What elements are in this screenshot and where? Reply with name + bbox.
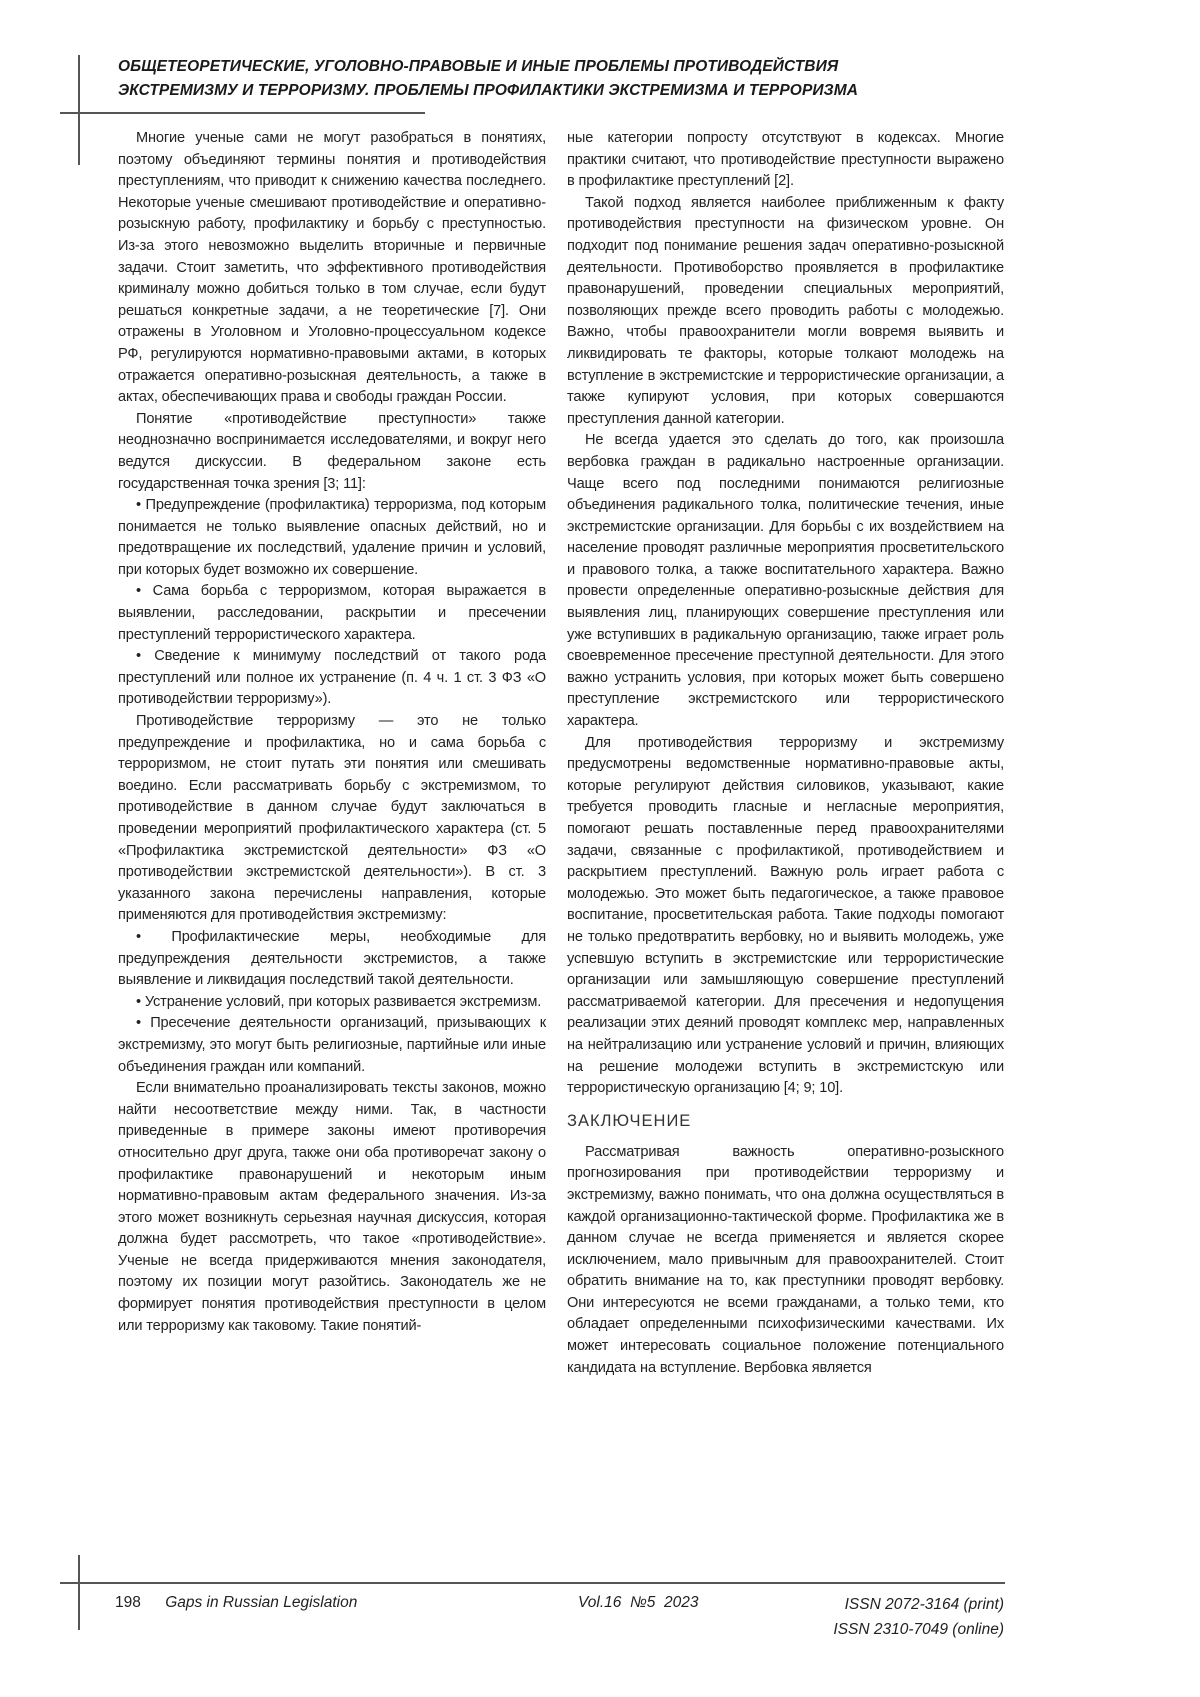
paragraph: Многие ученые сами не могут разобраться в понятиях, поэтому объединяют термины понятия и противодействия преступлениям, что приводит к снижению качества последнего. Некоторые ученые смешивают противодействие и оперативно-розыскную работу, профилактику и борьбу с преступностью. Из-за этого невозможно выделить вторичные и первичные задачи. Стоит заметить, что эффективного противодействия криминалу можно добиться только в том случае, если будут решаться конкретные задачи, а не теоретические [7]. Они отражены в Уголовном и Уголовно-процессуальном кодексе РФ, регулируются нормативно-правовыми актами, в которых отражается оперативно-розыскная деятельность, а также в актах, обеспечивающих права и свободы граждан России.: [118, 128, 546, 409]
bullet-item: • Предупреждение (профилактика) терроризма, под которым понимается не только выявление опасных действий, но и предотвращение их последствий, удаление причин и условий, при которых будет возможно их совершение.: [118, 495, 546, 581]
bullet-item: • Пресечение деятельности организаций, призывающих к экстремизму, это могут быть религиозные, партийные или иные объединения граждан или компаний.: [118, 1013, 546, 1078]
text-column-left: [118, 128, 546, 1337]
paragraph: Не всегда удается это сделать до того, как произошла вербовка граждан в радикально настроенные организации. Чаще всего под последними понимаются религиозные объединения радикального толка, политические течения, иные экстремистские организации. Для борьбы с их воздействием на население проводят различные мероприятия просветительского и правового толка, а также воспитательного характера. Важно провести определенные оперативно-розыскные действия для выявления лиц, планирующих совершение преступления или уже вступивших в радикальную организацию, также играет роль своевременное пресечение преступной деятельности. Для этого важно устранить условия, при которых может быть совершено преступление экстремистского или террористического характера.: [567, 430, 1004, 732]
issn-print: ISSN 2072-3164 (print): [833, 1592, 1004, 1617]
section-heading-conclusion: ЗАКЛЮЧЕНИЕ: [567, 1110, 1004, 1132]
header-vertical-rule: [78, 55, 80, 165]
journal-name: Gaps in Russian Legislation: [165, 1594, 357, 1611]
page-number: 198: [115, 1594, 141, 1611]
running-head-line-1: ОБЩЕТЕОРЕТИЧЕСКИЕ, УГОЛОВНО-ПРАВОВЫЕ И ИНЫЕ ПРОБЛЕМЫ ПРОТИВОДЕЙСТВИЯ: [118, 55, 1118, 79]
bullet-item: • Устранение условий, при которых развивается экстремизм.: [118, 992, 546, 1014]
paragraph: Рассматривая важность оперативно-розыскного прогнозирования при противодействии терроризму и экстремизму, важно понимать, что она должна осуществляться в каждой организационно-тактической форме. Профилактика же в данном случае не всегда применяется и является скорее исключением, мало привычным для правоохранителей. Стоит обратить внимание на то, как преступники проводят вербовку. Они интересуются не всеми гражданами, а только теми, кто обладает определенными психофизическими качествами. Их может интересовать социальное положение потенциального кандидата на вступление. Вербовка является: [567, 1142, 1004, 1380]
footer-volume: Vol.16 №5 2023: [578, 1594, 699, 1612]
footer-issn: [833, 1592, 1004, 1642]
footer-horizontal-rule: [60, 1582, 1005, 1584]
paragraph: Для противодействия терроризму и экстремизму предусмотрены ведомственные нормативно-правовые акты, которые регулируют действия силовиков, указывают, какие требуется проводить гласные и негласные мероприятия, помогают решать поставленные перед правоохранителями задачи, связанные с профилактикой, противодействием и раскрытием преступлений. Важную роль играет работа с молодежью. Это может быть педагогическое, а также правовое воспитание, просветительская работа. Такие подходы помогают не только предотвратить вербовку, но и выявить молодежь, уже успевшую вступить в экстремистские или террористические организации или замышляющую совершение преступлений рассматриваемой категории. Для пресечения и недопущения реализации этих деяний проводят комплекс мер, направленных на нейтрализацию или устранение условий и причин, влияющих на решение молодежи вступить в экстремистскую или террористическую организацию [4; 9; 10].: [567, 733, 1004, 1100]
paragraph: Такой подход является наиболее приближенным к факту противодействия преступности на физическом уровне. Он подходит под понимание решения задач оперативно-розыскной деятельности. Противоборство проявляется в профилактике правонарушений, проведении специальных мероприятий, позволяющих прежде всего проводить работы с молодежью. Важно, чтобы правоохранители могли вовремя выявить и ликвидировать те факторы, которые толкают молодежь на вступление в экстремистские и террористические организации, а также купируют условия, при которых совершаются преступления данной категории.: [567, 193, 1004, 431]
paragraph: Противодействие терроризму — это не только предупреждение и профилактика, но и сама борьба с терроризмом, не стоит путать эти понятия или смешивать воедино. Если рассматривать борьбу с экстремизмом, то противодействие в данном случае будут заключаться в проведении мероприятий профилактического характера (ст. 5 «Профилактика экстремистской деятельности» ФЗ «О противодействии экстремистской деятельности»). В ст. 3 указанного закона перечислены направления, которые применяются для противодействия экстремизму:: [118, 711, 546, 927]
text-column-right: [567, 128, 1004, 1379]
paragraph: Если внимательно проанализировать тексты законов, можно найти несоответствие между ними. Так, в частности приведенные в примере законы имеют противоречия относительно друг друга, также они оба противоречат закону о профилактике правонарушений и некоторым иным нормативно-правовым актам федерального значения. Из-за этого может возникнуть серьезная научная дискуссия, которая должна будет рассмотреть, что такое «противодействие». Ученые не всегда придерживаются мнения законодателя, поэтому их позиции могут разойтись. Законодатель же не формирует понятия противодействия преступности в целом или терроризму как таковому. Такие понятий-: [118, 1078, 546, 1337]
running-head: [118, 55, 1118, 103]
issn-online: ISSN 2310-7049 (online): [833, 1617, 1004, 1642]
footer-left: [115, 1594, 357, 1612]
footer-vertical-rule: [78, 1555, 80, 1630]
paragraph-continuation: ные категории попросту отсутствуют в кодексах. Многие практики считают, что противодействие преступности выражено в профилактике преступлений [2].: [567, 128, 1004, 193]
bullet-item: • Профилактические меры, необходимые для предупреждения деятельности экстремистов, а также выявление и ликвидация последствий такой деятельности.: [118, 927, 546, 992]
running-head-line-2: ЭКСТРЕМИЗМУ И ТЕРРОРИЗМУ. ПРОБЛЕМЫ ПРОФИЛАКТИКИ ЭКСТРЕМИЗМА И ТЕРРОРИЗМА: [118, 79, 1118, 103]
paragraph: Понятие «противодействие преступности» также неоднозначно воспринимается исследователями, и вокруг него ведутся дискуссии. В федеральном законе есть государственная точка зрения [3; 11]:: [118, 409, 546, 495]
header-horizontal-rule: [60, 112, 425, 114]
bullet-item: • Сведение к минимуму последствий от такого рода преступлений или полное их устранение (п. 4 ч. 1 ст. 3 ФЗ «О противодействии терроризму»).: [118, 646, 546, 711]
bullet-item: • Сама борьба с терроризмом, которая выражается в выявлении, расследовании, раскрытии и пресечении преступлений террористического характера.: [118, 581, 546, 646]
